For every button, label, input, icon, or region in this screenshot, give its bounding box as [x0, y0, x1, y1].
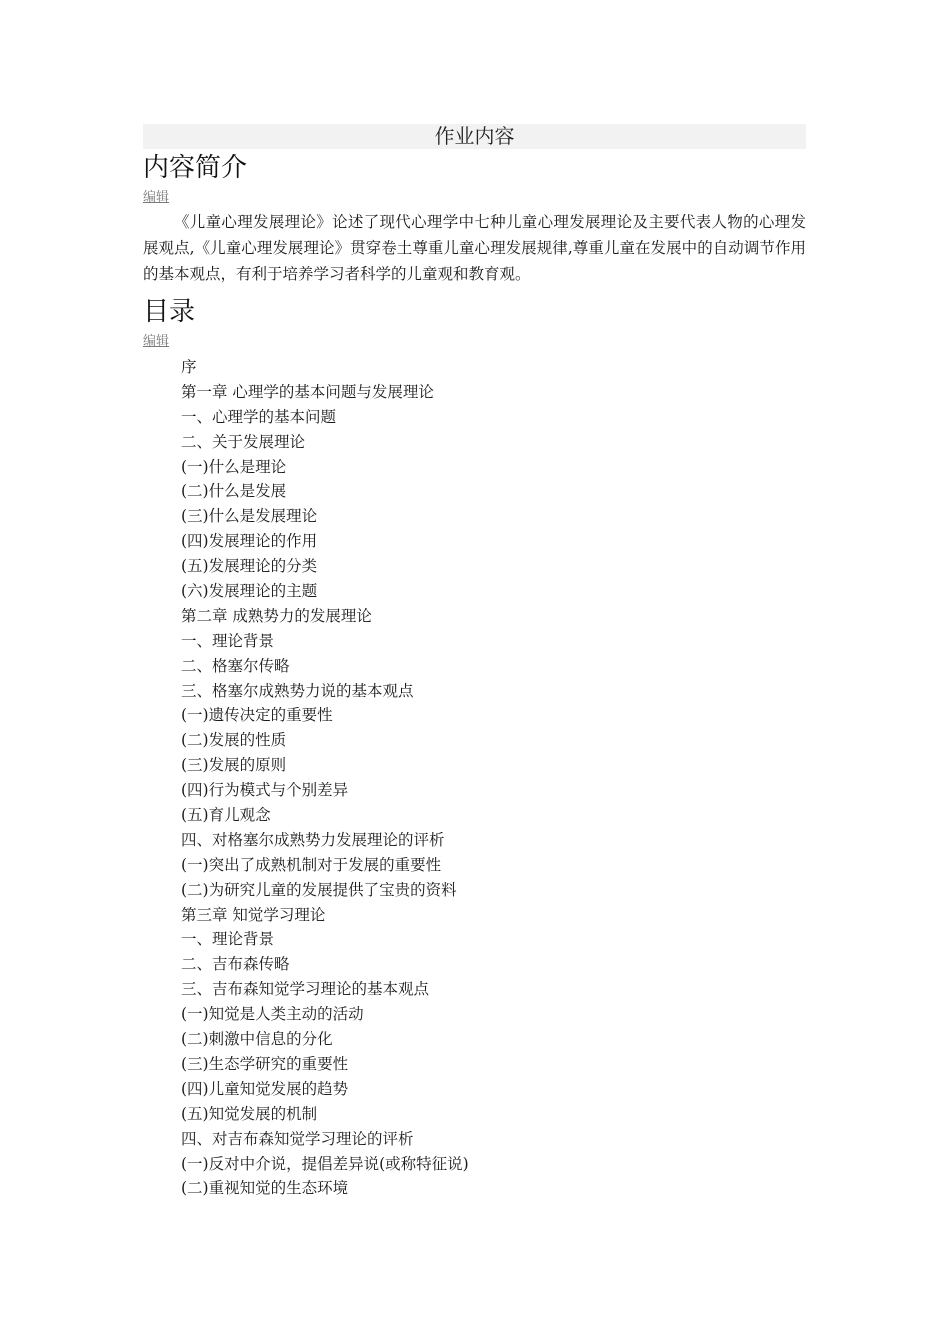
intro-paragraph: 《儿童心理发展理论》论述了现代心理学中七种儿童心理发展理论及主要代表人物的心理发展观点,《儿童心理发展理论》贯穿卷土尊重儿童心理发展规律,尊重儿童在发展中的自动调节作用的基本观点，有利于培养学习者科学的儿童观和教育观。: [143, 213, 806, 283]
toc-item: (一)什么是理论: [181, 457, 287, 476]
toc-item: 一、理论背景: [181, 631, 275, 650]
toc-item: 二、关于发展理论: [181, 432, 306, 451]
toc-item: 一、心理学的基本问题: [181, 407, 337, 426]
toc-item: (四)行为模式与个别差异: [181, 781, 349, 800]
toc-item: 序: [181, 358, 197, 376]
toc-item: (五)育儿观念: [181, 806, 271, 825]
toc-heading: 目录: [143, 297, 196, 327]
toc-item: 第二章 成熟势力的发展理论: [181, 606, 372, 625]
document-title: 作业内容: [143, 124, 806, 149]
toc-item: 三、格塞尔成熟势力说的基本观点: [181, 681, 414, 700]
toc-item: 第三章 知觉学习理论: [181, 905, 326, 924]
toc-item: 四、对吉布森知觉学习理论的评析: [181, 1129, 414, 1148]
intro-edit-link[interactable]: 编辑: [143, 190, 170, 205]
toc-edit-link[interactable]: 编辑: [143, 334, 170, 349]
toc-item: (一)突出了成熟机制对于发展的重要性: [181, 855, 442, 874]
toc-item: (一)遗传决定的重要性: [181, 706, 333, 725]
toc-item: (六)发展理论的主题: [181, 582, 318, 601]
toc-list: [143, 355, 806, 1201]
toc-item: 三、吉布森知觉学习理论的基本观点: [181, 980, 430, 999]
toc-item: (二)发展的性质: [181, 731, 287, 750]
toc-item: 第一章 心理学的基本问题与发展理论: [181, 382, 434, 401]
toc-item: (二)为研究儿童的发展提供了宝贵的资料: [181, 880, 457, 899]
toc-item: (三)发展的原则: [181, 756, 287, 775]
toc-item: (三)生态学研究的重要性: [181, 1054, 349, 1073]
toc-item: (一)知觉是人类主动的活动: [181, 1005, 364, 1024]
toc-item: 二、格塞尔传略: [181, 656, 290, 675]
toc-item: 二、吉布森传略: [181, 955, 290, 974]
toc-item: (二)刺激中信息的分化: [181, 1030, 333, 1049]
toc-item: (五)发展理论的分类: [181, 557, 318, 576]
toc-item: 一、理论背景: [181, 930, 275, 949]
intro-heading: 内容简介: [143, 153, 248, 183]
toc-item: (三)什么是发展理论: [181, 507, 318, 526]
toc-item: (二)什么是发展: [181, 482, 287, 501]
toc-item: (一)反对中介说，提倡差异说(或称特征说): [181, 1154, 469, 1173]
toc-item: (五)知觉发展的机制: [181, 1104, 318, 1123]
toc-item: (四)儿童知觉发展的趋势: [181, 1079, 349, 1098]
toc-item: (四)发展理论的作用: [181, 532, 318, 551]
toc-item: (二)重视知觉的生态环境: [181, 1179, 349, 1198]
toc-item: 四、对格塞尔成熟势力发展理论的评析: [181, 830, 445, 849]
document-page: [143, 124, 806, 1201]
